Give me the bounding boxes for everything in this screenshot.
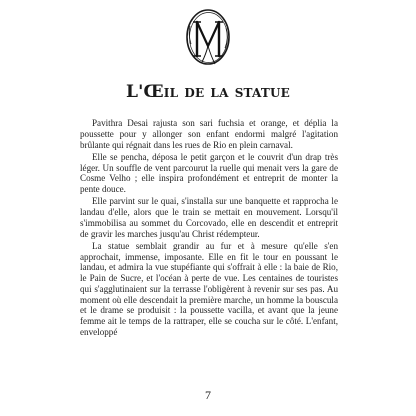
paragraph: Pavithra Desai rajusta son sari fuchsia et orange, et déplia la poussette pour y allonger son enfant endormi malgré l'agitation brûlante qui régnait dans les rues de Rio en plein carnaval. — [80, 118, 338, 150]
chapter-title: L'Œil de la statue — [125, 82, 291, 102]
chapter-emblem-icon — [184, 6, 232, 70]
chapter-body — [80, 118, 338, 339]
paragraph: Elle se pencha, déposa le petit garçon et le couvrit d'un drap très léger. Un souffle de vent parcourut la ruelle qui menait vers la gare de Cosme Velho ; elle inspira profondément et entreprit de monter la pente douce. — [80, 151, 338, 194]
paragraph: Elle parvint sur le quai, s'installa sur une banquette et rapprocha le landau d'elle, alors que le train se mettait en mouvement. Lorsqu'il s'immobilisa au sommet du Corcovado, elle en descendit et entreprit de gravir les marches jusqu'au Christ rédempteur. — [80, 196, 338, 239]
page-number: 7 — [205, 388, 211, 402]
paragraph: La statue semblait grandir au fur et à mesure qu'elle s'en approchait, immense, imposante. Elle en fit le tour en poussant le landau, et admira la vue stupéfiante qui s'offrait à elle : la baie de Rio, le Pain de Sucre, et l'océan à perte de vue. Les centaines de touristes qui s'agglutinaient sur la terrasse l'obligèrent à revenir sur ses pas. Au moment où elle descendait la première marche, un homme la bouscula et le drame se produisit : la poussette vacilla, et avant que la jeune femme ait le temps de la rattraper, elle se coucha sur le côté. L'enfant, enveloppé — [80, 240, 338, 337]
